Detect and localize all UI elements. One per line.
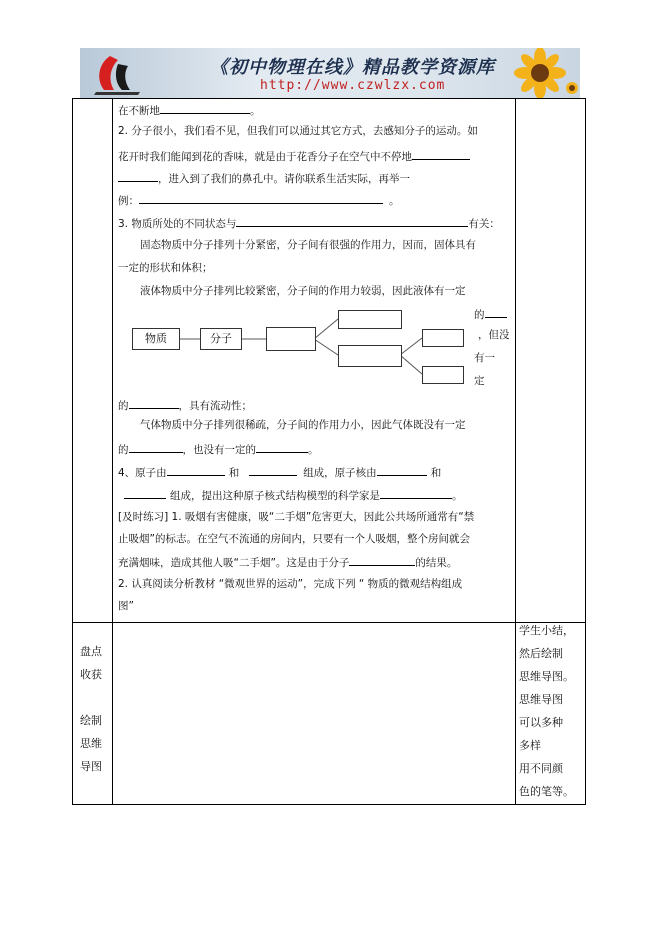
diagram-box-substance: 物质 — [132, 328, 180, 350]
practice-line-2: 止吸烟”的标志。在空气不流通的房间内，只要有一个人吸烟，整个房间就会 — [118, 533, 470, 545]
liquid-side-de: 的 — [474, 306, 507, 322]
note-line-4: 思维导图 — [519, 693, 563, 706]
diagram-empty-box-4[interactable] — [422, 329, 464, 347]
answer-blank[interactable] — [124, 487, 166, 499]
text-line-1: 在不断地 。 — [118, 102, 261, 118]
diagram-empty-box-1[interactable] — [266, 327, 316, 351]
label-huizhi: 绘制 — [80, 714, 102, 727]
answer-blank[interactable] — [349, 554, 415, 566]
liquid-side-but: ，但没 — [478, 329, 510, 341]
label-shouhuo: 收获 — [80, 668, 102, 681]
liquid-description-2: 的 ，具有流动性； — [118, 397, 252, 413]
practice-line-3: 充满烟味，造成其他人吸“二手烟”。这是由于分子 的结果。 — [118, 554, 457, 570]
note-line-6: 多样 — [519, 739, 541, 752]
practice-line-1: [及时练习] 1. 吸烟有害健康，吸“二手烟”危害更大，因此公共场所通常有“禁 — [118, 511, 475, 523]
liquid-description-1: 液体物质中分子排列比较紧密，分子间的作用力较弱，因此液体有一定 — [140, 285, 466, 297]
solid-description-1: 固态物质中分子排列十分紧密，分子间有很强的作用力，因而，固体具有 — [140, 239, 476, 251]
answer-blank[interactable] — [167, 464, 225, 476]
answer-blank[interactable] — [129, 441, 183, 453]
answer-blank[interactable] — [249, 464, 297, 476]
answer-blank[interactable] — [485, 306, 507, 318]
answer-blank[interactable] — [129, 397, 179, 409]
banner-url: http://www.czwlzx.com — [260, 78, 446, 93]
note-line-8: 色的笔等。 — [519, 785, 574, 798]
bottom-left-labels — [80, 640, 102, 778]
answer-blank[interactable] — [377, 464, 427, 476]
question-2-line-4: 例： 。 — [118, 192, 400, 208]
answer-blank[interactable] — [256, 441, 308, 453]
diagram-empty-box-2[interactable] — [338, 310, 402, 329]
note-line-2: 然后绘制 — [519, 647, 563, 660]
liquid-side-have: 有一 — [474, 352, 495, 364]
note-line-5: 可以多种 — [519, 716, 563, 729]
task-line-2: 图” — [118, 600, 134, 612]
label-siwei: 思维 — [80, 737, 102, 750]
task-line-1: 2. 认真阅读分析教材 “微观世界的运动”，完成下列 “ 物质的微观结构组成 — [118, 578, 463, 590]
answer-blank[interactable] — [380, 487, 452, 499]
banner-title: 《初中物理在线》精品教学资源库 — [210, 57, 495, 78]
diagram-empty-box-3[interactable] — [338, 345, 402, 367]
gas-description-1: 气体物质中分子排列很稀疏，分子间的作用力小，因此气体既没有一定 — [140, 419, 466, 431]
question-2-line-1: 2. 分子很小，我们看不见，但我们可以通过其它方式，去感知分子的运动。如 — [118, 125, 478, 137]
label-daotu: 导图 — [80, 760, 102, 773]
solid-description-2: 一定的形状和体积； — [118, 262, 213, 274]
diagram-empty-box-5[interactable] — [422, 366, 464, 384]
gas-description-2: 的 ，也没有一定的 。 — [118, 441, 319, 457]
label-pandian: 盘点 — [80, 645, 102, 658]
note-line-3: 思维导图。 — [519, 670, 574, 683]
question-4-line-2: 组成，提出这种原子核式结构模型的科学家是 。 — [118, 487, 463, 503]
question-3-line-1: 3. 物质所处的不同状态与 有关： — [118, 215, 500, 231]
question-4-line-1: 4、原子由 和 组成，原子核由 和 — [118, 464, 441, 480]
liquid-side-fixed: 定 — [474, 375, 485, 387]
note-line-1: 学生小结， — [519, 624, 574, 637]
question-2-line-3: ，进入到了我们的鼻孔中。请你联系生活实际，再举一 — [118, 170, 410, 186]
note-line-7: 用不同颜 — [519, 762, 563, 775]
bottom-right-notes — [519, 619, 574, 803]
diagram-box-molecule: 分子 — [200, 328, 242, 350]
question-2-line-2: 花开时我们能闻到花的香味，就是由于花香分子在空气中不停地 — [118, 148, 470, 164]
